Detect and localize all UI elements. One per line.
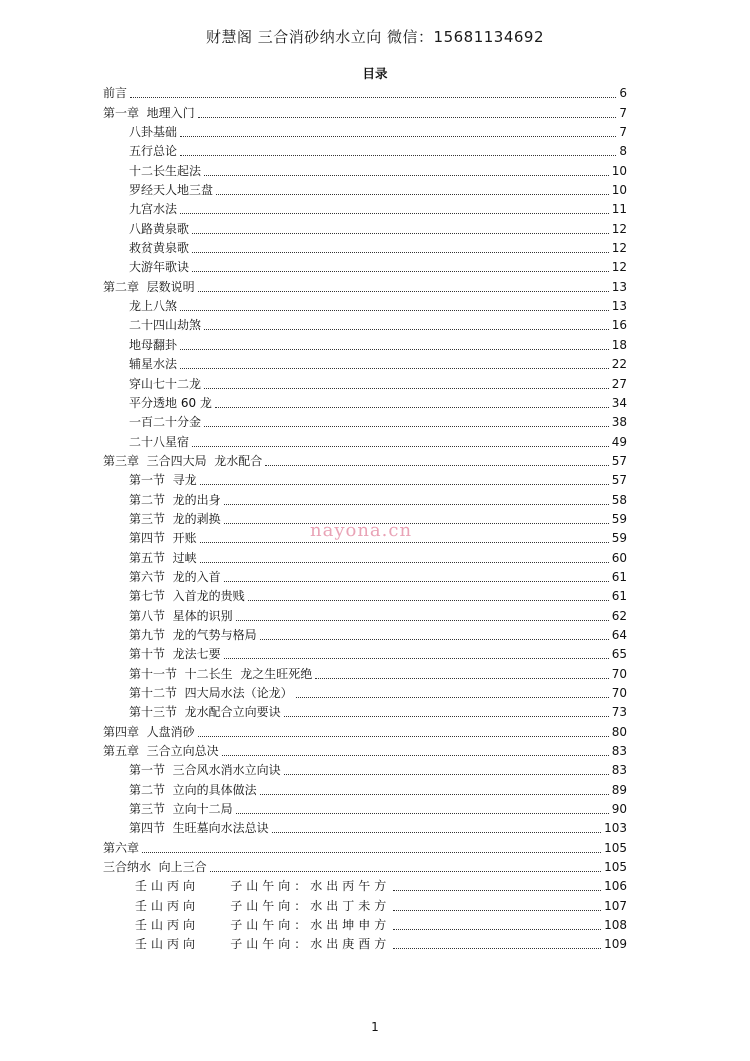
- toc-dot-leader: [272, 832, 601, 833]
- toc-entry[interactable]: [103, 314, 627, 333]
- toc-entry-label: 前言: [103, 86, 128, 101]
- toc-entry-label: 第七节 入首龙的贵贱: [129, 589, 245, 604]
- toc-entry-label: 地母翻卦: [129, 337, 178, 352]
- toc-entry[interactable]: [103, 798, 627, 817]
- toc-entry-page: 57: [611, 473, 627, 488]
- toc-entry-label: 第十三节 龙水配合立向要诀: [129, 705, 281, 720]
- toc-entry[interactable]: [103, 121, 627, 140]
- toc-dot-leader: [284, 774, 609, 775]
- toc-entry-page: 49: [611, 434, 627, 449]
- toc-entry[interactable]: [103, 682, 627, 701]
- toc-entry[interactable]: [103, 353, 627, 372]
- toc-entry-page: 10: [611, 163, 627, 178]
- toc-entry-label: 壬山丙向 子山午向：水出丁未方: [135, 898, 391, 913]
- toc-entry[interactable]: [103, 604, 627, 623]
- toc-dot-leader: [198, 291, 609, 292]
- toc-entry-page: 73: [611, 705, 627, 720]
- toc-entry[interactable]: [103, 159, 627, 178]
- toc-dot-leader: [393, 890, 601, 891]
- toc-entry[interactable]: [103, 585, 627, 604]
- toc-entry-page: 83: [611, 744, 627, 759]
- toc-dot-leader: [224, 523, 609, 524]
- toc-entry-label: 第三章 三合四大局 龙水配合: [103, 453, 263, 468]
- toc-entry-page: 109: [604, 937, 627, 952]
- toc-entry-label: 救贫黄泉歌: [129, 241, 190, 256]
- toc-entry-page: 80: [611, 724, 627, 739]
- toc-entry-label: 第十节 龙法七要: [129, 647, 221, 662]
- toc-dot-leader: [180, 349, 609, 350]
- toc-dot-leader: [393, 910, 601, 911]
- watermark: nayona.cn: [310, 520, 413, 541]
- toc-entry[interactable]: [103, 778, 627, 797]
- toc-entry-label: 大游年歌诀: [129, 260, 190, 275]
- toc-dot-leader: [200, 562, 609, 563]
- toc-dot-leader: [192, 271, 609, 272]
- toc-dot-leader: [204, 175, 609, 176]
- toc-dot-leader: [192, 446, 609, 447]
- toc-dot-leader: [393, 948, 601, 949]
- toc-entry-label: 罗经天人地三盘: [129, 183, 214, 198]
- toc-entry-label: 第一节 三合风水消水立向诀: [129, 763, 281, 778]
- toc-dot-leader: [200, 542, 609, 543]
- toc-title: 目录: [362, 66, 388, 81]
- toc-entry-page: 12: [611, 221, 627, 236]
- toc-dot-leader: [180, 368, 609, 369]
- toc-dot-leader: [198, 736, 609, 737]
- toc-entry-label: 平分透地 60 龙: [129, 395, 212, 410]
- toc-entry-page: 90: [611, 802, 627, 817]
- toc-entry-page: 70: [611, 666, 627, 681]
- toc-entry[interactable]: [103, 392, 627, 411]
- toc-entry-page: 7: [619, 125, 627, 140]
- toc-entry-label: 龙上八煞: [129, 299, 178, 314]
- toc-entry[interactable]: [103, 894, 627, 913]
- page-header: 财慧阁 三合消砂纳水立向 微信：15681134692: [205, 28, 545, 46]
- toc-entry-label: 第八节 星体的识别: [129, 608, 233, 623]
- toc-dot-leader: [180, 310, 609, 311]
- toc-entry[interactable]: [103, 333, 627, 352]
- toc-entry-page: 12: [611, 260, 627, 275]
- toc-entry-label: 第二节 立向的具体做法: [129, 782, 257, 797]
- toc-dot-leader: [210, 871, 601, 872]
- toc-entry-label: 第十一节 十二长生 龙之生旺死绝: [129, 666, 313, 681]
- toc-entry-page: 10: [611, 183, 627, 198]
- toc-dot-leader: [224, 581, 609, 582]
- toc-dot-leader: [248, 600, 609, 601]
- toc-dot-leader: [204, 329, 609, 330]
- page-number: 1: [371, 1020, 379, 1034]
- toc-entry-label: 第六节 龙的入首: [129, 569, 221, 584]
- toc-entry-page: 13: [611, 299, 627, 314]
- toc-entry-page: 106: [604, 879, 627, 894]
- toc-entry-label: 穿山七十二龙: [129, 376, 202, 391]
- toc-dot-leader: [215, 407, 609, 408]
- toc-entry-label: 第一节 寻龙: [129, 473, 197, 488]
- toc-entry-page: 83: [611, 763, 627, 778]
- toc-dot-leader: [315, 678, 608, 679]
- toc-entry[interactable]: [103, 411, 627, 430]
- toc-entry[interactable]: [103, 198, 627, 217]
- toc-entry[interactable]: [103, 179, 627, 198]
- toc-entry-label: 壬山丙向 子山午向：水出庚酉方: [135, 937, 391, 952]
- toc-entry-label: 第四节 开账: [129, 531, 197, 546]
- toc-entry-page: 38: [611, 415, 627, 430]
- toc-entry-page: 70: [611, 686, 627, 700]
- toc-entry-label: 辅星水法: [129, 357, 178, 372]
- toc-entry[interactable]: [103, 372, 627, 391]
- toc-entry-page: 89: [611, 782, 627, 797]
- toc-entry[interactable]: [103, 624, 627, 643]
- toc-entry-label: 第二章 层数说明: [103, 279, 195, 294]
- toc-entry-label: 壬山丙向 子山午向：水出丙午方: [135, 879, 391, 894]
- toc-entry-page: 103: [604, 821, 627, 836]
- toc-entry-page: 108: [604, 918, 627, 933]
- toc-entry[interactable]: [103, 662, 627, 681]
- toc-entry[interactable]: [103, 256, 627, 275]
- toc-entry[interactable]: [103, 450, 627, 469]
- toc-entry-page: 27: [611, 376, 627, 391]
- toc-dot-leader: [260, 639, 609, 640]
- toc-entry[interactable]: [103, 856, 627, 875]
- toc-entry-page: 12: [611, 241, 627, 256]
- toc-dot-leader: [284, 716, 609, 717]
- toc-dot-leader: [204, 426, 609, 427]
- toc-entry[interactable]: [103, 430, 627, 449]
- toc-entry-page: 61: [611, 569, 627, 584]
- toc-entry-page: 61: [611, 589, 627, 604]
- toc-entry-label: 八路黄泉歌: [129, 221, 190, 236]
- toc-entry-label: 壬山丙向 子山午向：水出坤申方: [135, 918, 391, 933]
- toc-entry-label: 二十八星宿: [129, 434, 190, 449]
- toc-entry-label: 第九节 龙的气势与格局: [129, 627, 257, 642]
- toc-dot-leader: [236, 813, 609, 814]
- toc-entry[interactable]: [103, 237, 627, 256]
- toc-entry[interactable]: [103, 817, 627, 836]
- toc-dot-leader: [192, 252, 609, 253]
- toc-entry-page: 105: [604, 860, 627, 875]
- toc-dot-leader: [222, 755, 609, 756]
- toc-entry[interactable]: [103, 914, 627, 933]
- toc-entry[interactable]: [103, 875, 627, 894]
- toc-entry-page: 105: [604, 840, 627, 855]
- toc-dot-leader: [224, 504, 609, 505]
- toc-entry[interactable]: [103, 720, 627, 739]
- toc-entry[interactable]: [103, 933, 627, 952]
- toc-entry-label: 九宫水法: [129, 202, 178, 217]
- toc-entry-label: 第三节 龙的剥换: [129, 511, 221, 526]
- toc-entry[interactable]: [103, 140, 627, 159]
- toc-entry-page: 57: [611, 453, 627, 468]
- toc-entry-label: 五行总论: [129, 144, 178, 159]
- toc-entry-label: 八卦基础: [129, 125, 178, 140]
- toc-entry[interactable]: [103, 759, 627, 778]
- toc-entry-page: 58: [611, 492, 627, 507]
- toc-entry[interactable]: [103, 101, 627, 120]
- toc-entry[interactable]: [103, 643, 627, 662]
- toc-entry-label: 第四章 人盘消砂: [103, 724, 195, 739]
- toc-dot-leader: [198, 117, 617, 118]
- toc-dot-leader: [180, 136, 616, 137]
- toc-entry-page: 6: [619, 86, 627, 101]
- table-of-contents: [103, 82, 627, 952]
- toc-entry-label: 三合纳水 向上三合: [103, 860, 207, 875]
- toc-entry-page: 65: [611, 647, 627, 662]
- toc-entry[interactable]: [103, 295, 627, 314]
- toc-entry-label: 第六章: [103, 840, 140, 855]
- toc-entry-page: 34: [611, 395, 627, 410]
- toc-dot-leader: [200, 484, 609, 485]
- toc-entry-label: 十二长生起法: [129, 163, 202, 178]
- toc-dot-leader: [393, 929, 601, 930]
- toc-entry-page: 60: [611, 550, 627, 565]
- toc-entry-label: 第二节 龙的出身: [129, 492, 221, 507]
- toc-entry[interactable]: [103, 82, 627, 101]
- toc-entry-label: 第四节 生旺墓向水法总诀: [129, 821, 269, 836]
- toc-entry[interactable]: [103, 469, 627, 488]
- toc-dot-leader: [180, 155, 616, 156]
- toc-entry-label: 第五节 过峡: [129, 550, 197, 565]
- toc-dot-leader: [180, 213, 609, 214]
- toc-entry-page: 59: [611, 531, 627, 546]
- toc-entry-page: 18: [611, 337, 627, 352]
- toc-entry-label: 第十二节 四大局水法（论龙）: [129, 686, 293, 700]
- toc-entry[interactable]: [103, 217, 627, 236]
- toc-entry-page: 16: [611, 318, 627, 333]
- toc-entry[interactable]: [103, 836, 627, 855]
- toc-dot-leader: [265, 465, 608, 466]
- toc-entry-label: 第五章 三合立向总决: [103, 744, 219, 759]
- toc-entry[interactable]: [103, 566, 627, 585]
- toc-entry[interactable]: [103, 488, 627, 507]
- toc-entry-page: 22: [611, 357, 627, 372]
- toc-entry-page: 64: [611, 627, 627, 642]
- toc-dot-leader: [130, 97, 616, 98]
- toc-entry-page: 13: [611, 279, 627, 294]
- toc-dot-leader: [204, 388, 609, 389]
- toc-entry-label: 第一章 地理入门: [103, 105, 195, 120]
- toc-dot-leader: [142, 852, 601, 853]
- toc-entry-label: 一百二十分金: [129, 415, 202, 430]
- toc-entry-page: 8: [619, 144, 627, 159]
- toc-dot-leader: [260, 794, 609, 795]
- toc-dot-leader: [216, 194, 609, 195]
- toc-entry-label: 第三节 立向十二局: [129, 802, 233, 817]
- toc-entry[interactable]: [103, 701, 627, 720]
- toc-entry-label: 二十四山劫煞: [129, 318, 202, 333]
- toc-entry-page: 62: [611, 608, 627, 623]
- toc-dot-leader: [236, 620, 609, 621]
- toc-dot-leader: [296, 697, 609, 698]
- toc-dot-leader: [192, 233, 609, 234]
- toc-entry[interactable]: [103, 546, 627, 565]
- toc-entry-page: 59: [611, 511, 627, 526]
- toc-entry-page: 107: [604, 898, 627, 913]
- toc-entry-page: 11: [611, 202, 627, 217]
- toc-dot-leader: [224, 658, 609, 659]
- toc-entry-page: 7: [619, 105, 627, 120]
- toc-entry[interactable]: [103, 275, 627, 294]
- toc-entry[interactable]: [103, 740, 627, 759]
